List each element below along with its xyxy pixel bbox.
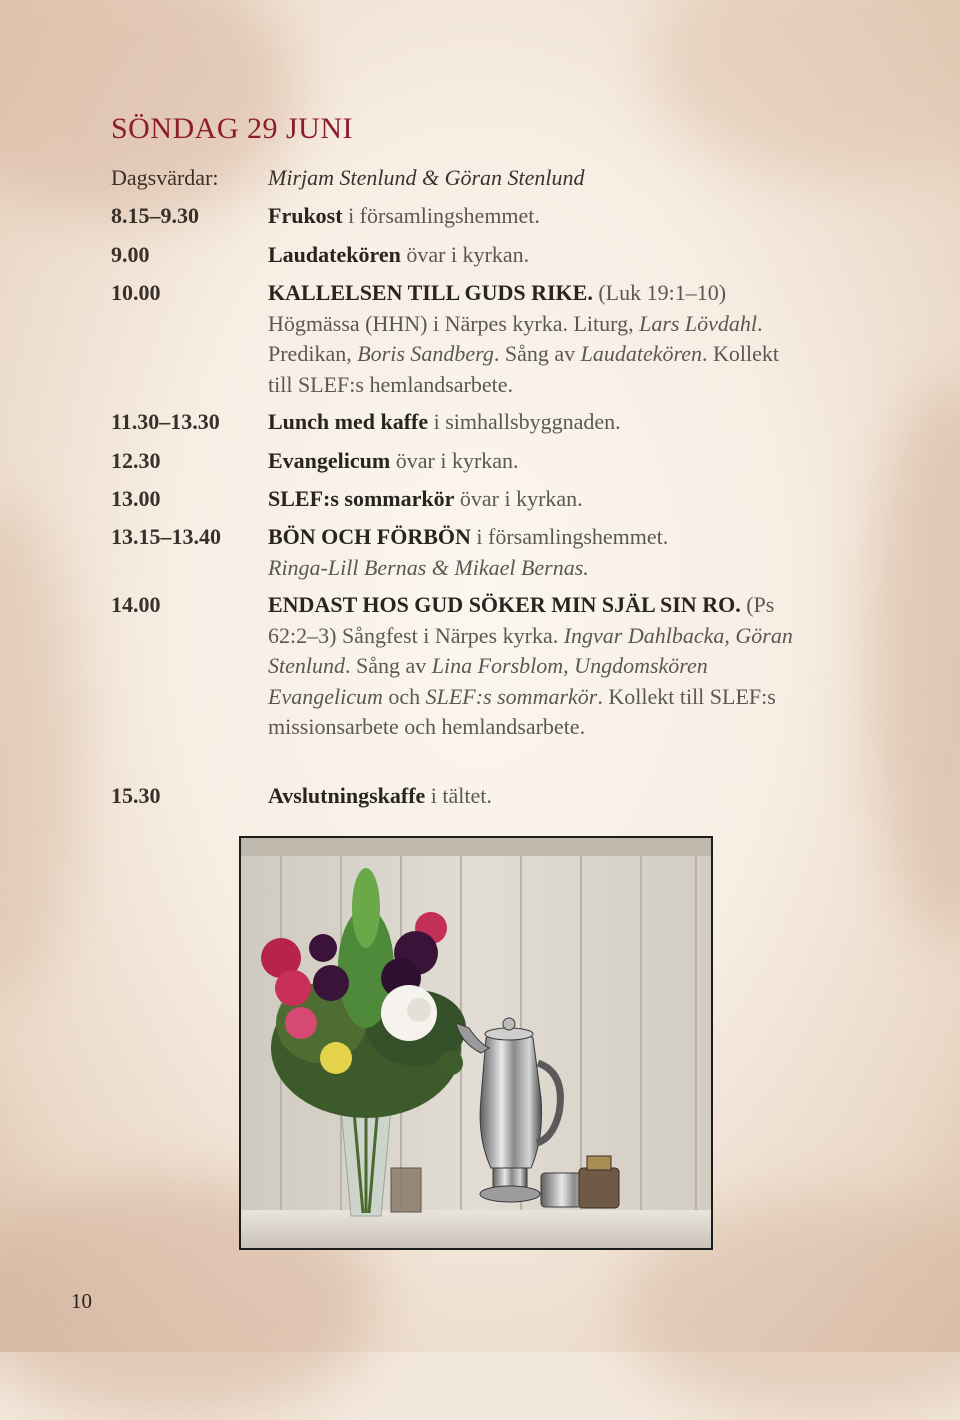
schedule-time: 13.00 — [111, 486, 161, 511]
event-location: övar i kyrkan. — [400, 242, 530, 267]
schedule-description — [268, 407, 808, 438]
event-location: övar i kyrkan. — [390, 448, 519, 473]
schedule-description — [268, 590, 803, 743]
event-title: BÖN OCH FÖRBÖN — [268, 524, 471, 549]
hosts-label: Dagsvärdar: — [111, 165, 219, 190]
event-title: Lunch med kaffe — [268, 409, 429, 434]
choir-name: Laudatekören — [580, 341, 703, 366]
event-detail: . Kollekt till SLEF:s hemlandsarbete. — [268, 341, 780, 397]
schedule-time: 8.15–9.30 — [111, 203, 199, 228]
schedule-description — [268, 446, 808, 477]
event-location: i simhallsbyggnaden. — [428, 409, 621, 434]
schedule-time: 12.30 — [111, 448, 161, 473]
liturg-name: Lars Lövdahl — [639, 310, 758, 336]
schedule-time: 14.00 — [111, 592, 161, 617]
event-location: övar i kyrkan. — [454, 486, 583, 511]
schedule-time: 11.30–13.30 — [111, 409, 220, 434]
preacher-name: Boris Sandberg — [357, 341, 494, 366]
schedule-time: 9.00 — [111, 242, 150, 267]
schedule-description — [268, 522, 808, 583]
page-title: SÖNDAG 29 JUNI — [111, 112, 354, 145]
event-detail: . Predikan, — [268, 310, 763, 366]
event-title: Laudatekören — [268, 242, 401, 267]
event-title: SLEF:s sommarkör — [268, 486, 455, 511]
photo-illustration — [241, 838, 711, 1248]
event-location: i församlingshemmet. — [342, 203, 540, 228]
event-detail: och — [382, 683, 426, 709]
schedule-description — [268, 781, 808, 812]
schedule-time: 15.30 — [111, 783, 161, 808]
event-leaders: Ringa-Lill Bernas & Mikael Bernas. — [268, 554, 589, 580]
schedule-description — [268, 484, 808, 515]
event-detail: . Kollekt till SLEF:s missionsarbete och hemlandsarbete. — [268, 683, 776, 739]
event-detail: . Sång av — [345, 653, 432, 678]
event-leaders: Ingvar Dahlbacka, Göran Stenlund — [268, 622, 793, 678]
event-title: ENDAST HOS GUD SÖKER MIN SJÄL SIN RO. — [268, 592, 741, 617]
flowers-and-coffee-pot-photo — [239, 836, 713, 1250]
event-detail: Högmässa (HHN) i Närpes kyrka. Liturg, — [268, 310, 640, 336]
schedule-description — [268, 201, 808, 232]
bible-reference: (Ps 62:2–3) Sångfest i Närpes kyrka. — [268, 592, 775, 648]
page-number: 10 — [71, 1289, 92, 1313]
event-location: i tältet. — [425, 783, 492, 808]
event-detail: . Sång av — [493, 341, 581, 366]
event-title: Evangelicum — [268, 448, 391, 473]
event-title: Frukost — [268, 203, 343, 228]
event-title: Avslutningskaffe — [268, 783, 426, 808]
event-location: i församlingshemmet. — [470, 524, 669, 549]
schedule-description — [268, 278, 808, 400]
singers-name: Lina Forsblom, Ungdomskören Evangelicum — [268, 653, 708, 709]
event-title: KALLELSEN TILL GUDS RIKE. — [268, 280, 593, 305]
schedule-time: 10.00 — [111, 280, 161, 305]
hosts-names-text: Mirjam Stenlund & Göran Stenlund — [268, 165, 585, 190]
bible-reference: (Luk 19:1–10) — [592, 280, 727, 305]
singers-name: SLEF:s sommarkör — [425, 683, 598, 709]
schedule-description — [268, 240, 808, 271]
schedule-time: 13.15–13.40 — [111, 524, 221, 549]
hosts-names — [268, 163, 808, 194]
